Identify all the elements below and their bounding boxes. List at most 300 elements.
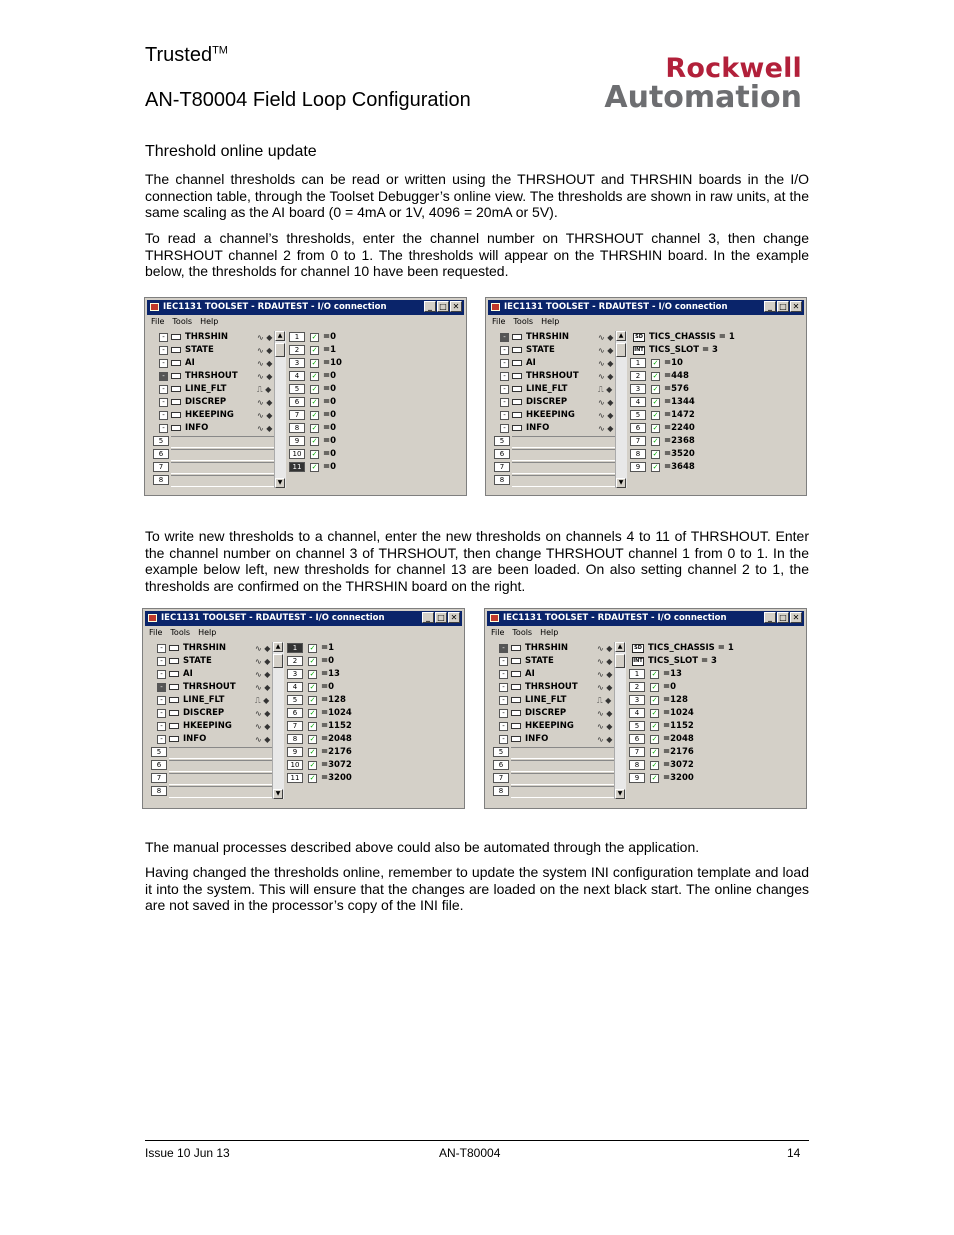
minimize-button[interactable]: _	[424, 301, 436, 312]
channel-row[interactable]	[289, 448, 459, 461]
channel-row[interactable]	[287, 642, 457, 655]
slot-field[interactable]	[512, 436, 618, 448]
board-row-hkeeping[interactable]	[493, 720, 621, 733]
empty-slot-row[interactable]	[151, 759, 279, 772]
scroll-up-button[interactable]: ▲	[275, 331, 285, 341]
signal-type-icon: ∿ ◆	[597, 709, 613, 718]
channel-number[interactable]: 9	[289, 436, 305, 446]
channel-value-list[interactable]	[630, 331, 800, 489]
signal-type-icon: ∿ ◆	[255, 644, 271, 653]
channel-value[interactable]: =10	[664, 358, 683, 368]
scroll-down-button[interactable]: ▼	[275, 478, 285, 488]
menu-tools[interactable]: Tools	[513, 317, 534, 326]
close-button[interactable]: ✕	[450, 301, 462, 312]
empty-slot-row[interactable]	[151, 772, 279, 785]
channel-number[interactable]: 2	[629, 682, 645, 692]
collapse-toggle[interactable]: -	[499, 722, 508, 731]
channel-value[interactable]: =576	[664, 384, 689, 394]
channel-number[interactable]: 4	[287, 682, 303, 692]
board-info-value: TICS_SLOT = 3	[648, 656, 717, 666]
board-name: AI	[185, 358, 195, 368]
channel-row[interactable]	[630, 435, 800, 448]
collapse-toggle[interactable]: -	[499, 683, 508, 692]
board-row-thrshout[interactable]	[493, 681, 621, 694]
channel-number[interactable]: 3	[289, 358, 305, 368]
channel-number[interactable]: 5	[630, 410, 646, 420]
channel-row[interactable]	[630, 357, 800, 370]
channel-row[interactable]	[630, 409, 800, 422]
channel-value[interactable]: =2176	[663, 747, 694, 757]
channel-row[interactable]	[287, 668, 457, 681]
connection-check-icon: ✓	[311, 372, 318, 380]
connection-check-icon: ✓	[311, 450, 318, 458]
channel-row[interactable]	[629, 746, 799, 759]
channel-number[interactable]: 9	[629, 773, 645, 783]
channel-number[interactable]: 6	[289, 397, 305, 407]
channel-value[interactable]: =2048	[663, 734, 694, 744]
collapse-toggle[interactable]: -	[499, 735, 508, 744]
board-row-thrshin[interactable]	[153, 331, 281, 344]
channel-value[interactable]: =128	[321, 695, 346, 705]
channel-row[interactable]	[630, 461, 800, 474]
channel-value[interactable]: =0	[663, 682, 677, 692]
collapse-toggle[interactable]: -	[159, 398, 168, 407]
collapse-toggle[interactable]: -	[159, 424, 168, 433]
channel-value[interactable]: =1472	[664, 410, 695, 420]
channel-value[interactable]: =128	[663, 695, 688, 705]
channel-number[interactable]: 1	[287, 643, 303, 653]
channel-row[interactable]	[629, 681, 799, 694]
collapse-toggle[interactable]: -	[159, 385, 168, 394]
board-list[interactable]	[151, 642, 279, 800]
channel-number[interactable]: 3	[630, 384, 646, 394]
collapse-toggle[interactable]: -	[500, 424, 509, 433]
scroll-down-button[interactable]: ▼	[273, 789, 283, 799]
window-title-bar[interactable]	[488, 300, 804, 315]
channel-row[interactable]	[630, 396, 800, 409]
board-row-thrshin[interactable]	[494, 331, 622, 344]
board-row-line-flt[interactable]	[151, 694, 279, 707]
channel-value[interactable]: =448	[664, 371, 689, 381]
slot-field[interactable]	[511, 760, 617, 772]
menu-tools[interactable]: Tools	[172, 317, 193, 326]
window-title-bar[interactable]	[145, 611, 462, 626]
channel-value[interactable]: =3072	[321, 760, 352, 770]
channel-number[interactable]: 8	[630, 449, 646, 459]
collapse-toggle[interactable]: -	[157, 735, 166, 744]
empty-slot-row[interactable]	[153, 435, 281, 448]
channel-value[interactable]: =3648	[664, 462, 695, 472]
menu-help[interactable]: Help	[540, 628, 559, 637]
collapse-toggle[interactable]: -	[157, 683, 166, 692]
board-row-ai[interactable]	[153, 357, 281, 370]
board-row-info[interactable]	[493, 733, 621, 746]
collapse-toggle[interactable]: -	[500, 372, 509, 381]
menu-tools[interactable]: Tools	[512, 628, 533, 637]
channel-value-list[interactable]	[629, 642, 799, 800]
channel-value[interactable]: =1	[323, 345, 337, 355]
channel-value[interactable]: =2368	[664, 436, 695, 446]
minimize-button[interactable]: _	[764, 612, 776, 623]
channel-number[interactable]: 9	[287, 747, 303, 757]
empty-slot-row[interactable]	[153, 448, 281, 461]
channel-row[interactable]	[629, 720, 799, 733]
board-row-info[interactable]	[151, 733, 279, 746]
channel-value[interactable]: =0	[323, 410, 337, 420]
channel-row[interactable]	[287, 707, 457, 720]
channel-row[interactable]	[629, 772, 799, 785]
close-button[interactable]: ✕	[790, 612, 802, 623]
connection-check-icon: ✓	[309, 683, 316, 691]
collapse-toggle[interactable]: -	[157, 670, 166, 679]
window-title-bar[interactable]	[487, 611, 804, 626]
collapse-toggle[interactable]: -	[500, 398, 509, 407]
channel-number[interactable]: 7	[287, 721, 303, 731]
collapse-toggle[interactable]: -	[499, 709, 508, 718]
channel-number[interactable]: 4	[289, 371, 305, 381]
board-row-discrep[interactable]	[493, 707, 621, 720]
channel-value[interactable]: =3072	[663, 760, 694, 770]
board-row-discrep[interactable]	[153, 396, 281, 409]
board-row-info[interactable]	[153, 422, 281, 435]
channel-number[interactable]: 6	[630, 423, 646, 433]
io-connection-window-read-thrshout[interactable]	[144, 297, 467, 496]
empty-slot-row[interactable]	[494, 461, 622, 474]
board-row-state[interactable]	[153, 344, 281, 357]
slot-field[interactable]	[169, 773, 275, 785]
vertical-scrollbar[interactable]	[272, 642, 284, 799]
board-icon	[171, 386, 181, 392]
scroll-up-button[interactable]: ▲	[615, 642, 625, 652]
menu-file[interactable]: File	[492, 317, 506, 326]
channel-value[interactable]: =0	[323, 384, 337, 394]
board-row-line-flt[interactable]	[494, 383, 622, 396]
channel-row[interactable]	[629, 759, 799, 772]
channel-row[interactable]	[289, 357, 459, 370]
scroll-thumb[interactable]	[615, 654, 625, 668]
channel-row[interactable]	[629, 733, 799, 746]
channel-value[interactable]: =0	[323, 449, 337, 459]
board-list[interactable]	[493, 642, 621, 800]
channel-number[interactable]: 2	[287, 656, 303, 666]
menu-file[interactable]: File	[491, 628, 505, 637]
board-row-state[interactable]	[493, 655, 621, 668]
menu-file[interactable]: File	[151, 317, 165, 326]
channel-value[interactable]: =10	[323, 358, 342, 368]
channel-row[interactable]	[289, 422, 459, 435]
channel-number[interactable]: 6	[629, 734, 645, 744]
connection-check-icon: ✓	[311, 463, 318, 471]
channel-value[interactable]: =1152	[321, 721, 352, 731]
channel-row[interactable]	[289, 461, 459, 474]
close-button[interactable]: ✕	[790, 301, 802, 312]
menu-help[interactable]: Help	[541, 317, 560, 326]
io-connection-window-write-thrshin[interactable]	[484, 608, 807, 809]
document-subtitle: AN-T80004 Field Loop Configuration	[145, 89, 471, 111]
slot-field[interactable]	[511, 747, 617, 759]
scroll-down-button[interactable]: ▼	[615, 789, 625, 799]
channel-value[interactable]: =13	[663, 669, 682, 679]
board-row-state[interactable]	[151, 655, 279, 668]
scroll-thumb[interactable]	[273, 654, 283, 668]
scroll-down-button[interactable]: ▼	[616, 478, 626, 488]
collapse-toggle[interactable]: -	[499, 657, 508, 666]
empty-slot-row[interactable]	[494, 474, 622, 487]
channel-number[interactable]: 5	[289, 384, 305, 394]
channel-row[interactable]	[630, 370, 800, 383]
app-icon	[148, 614, 157, 622]
channel-row[interactable]	[289, 344, 459, 357]
empty-slot-row[interactable]	[151, 746, 279, 759]
channel-value[interactable]: =0	[323, 371, 337, 381]
slot-field[interactable]	[171, 436, 277, 448]
channel-value[interactable]: =3200	[663, 773, 694, 783]
collapse-toggle[interactable]: -	[159, 372, 168, 381]
channel-value[interactable]: =2176	[321, 747, 352, 757]
connection-check-icon: ✓	[651, 709, 658, 717]
channel-row[interactable]	[289, 435, 459, 448]
collapse-toggle[interactable]: -	[500, 346, 509, 355]
connection-check-icon: ✓	[309, 722, 316, 730]
channel-number[interactable]: 3	[629, 695, 645, 705]
collapse-toggle[interactable]: -	[159, 346, 168, 355]
channel-number[interactable]: 8	[629, 760, 645, 770]
connection-check-icon: ✓	[311, 424, 318, 432]
board-row-hkeeping[interactable]	[151, 720, 279, 733]
empty-slot-row[interactable]	[493, 759, 621, 772]
window-title-bar[interactable]	[147, 300, 464, 315]
menu-help[interactable]: Help	[198, 628, 217, 637]
board-list[interactable]	[494, 331, 622, 489]
empty-slot-row[interactable]	[494, 435, 622, 448]
vertical-scrollbar[interactable]	[614, 642, 626, 799]
channel-row[interactable]	[287, 655, 457, 668]
io-connection-window-write-thrshout[interactable]	[142, 608, 465, 809]
connection-check-icon: ✓	[651, 696, 658, 704]
maximize-button[interactable]: □	[435, 612, 447, 623]
board-icon	[511, 684, 521, 690]
slot-field[interactable]	[171, 462, 277, 474]
board-row-ai[interactable]	[493, 668, 621, 681]
slot-field[interactable]	[169, 786, 275, 798]
channel-number[interactable]: 2	[630, 371, 646, 381]
slot-field[interactable]	[171, 449, 277, 461]
channel-number[interactable]: 8	[287, 734, 303, 744]
channel-row[interactable]	[287, 759, 457, 772]
channel-number[interactable]: 3	[287, 669, 303, 679]
channel-value[interactable]: =0	[323, 436, 337, 446]
channel-number[interactable]: 2	[289, 345, 305, 355]
collapse-toggle[interactable]: -	[157, 657, 166, 666]
channel-number[interactable]: 11	[287, 773, 303, 783]
connection-check-icon: ✓	[309, 670, 316, 678]
scroll-thumb[interactable]	[275, 343, 285, 357]
collapse-toggle[interactable]: -	[159, 333, 168, 342]
channel-value-list[interactable]	[289, 331, 459, 489]
channel-value[interactable]: =0	[321, 656, 335, 666]
channel-value[interactable]: =3200	[321, 773, 352, 783]
channel-value[interactable]: =1024	[663, 708, 694, 718]
empty-slot-row[interactable]	[493, 785, 621, 798]
channel-value[interactable]: =3520	[664, 449, 695, 459]
slot-number: 8	[153, 475, 169, 485]
channel-row[interactable]	[630, 448, 800, 461]
board-list[interactable]	[153, 331, 281, 489]
maximize-button[interactable]: □	[777, 612, 789, 623]
signal-type-icon: ∿ ◆	[257, 359, 273, 368]
slot-field[interactable]	[512, 449, 618, 461]
channel-number[interactable]: 7	[629, 747, 645, 757]
collapse-toggle[interactable]: -	[159, 411, 168, 420]
collapse-toggle[interactable]: -	[499, 670, 508, 679]
slot-field[interactable]	[511, 773, 617, 785]
slot-field[interactable]	[512, 475, 618, 487]
channel-row[interactable]	[287, 720, 457, 733]
board-row-discrep[interactable]	[494, 396, 622, 409]
maximize-button[interactable]: □	[777, 301, 789, 312]
channel-value[interactable]: =1152	[663, 721, 694, 731]
scroll-up-button[interactable]: ▲	[616, 331, 626, 341]
channel-row[interactable]	[629, 694, 799, 707]
channel-value[interactable]: =0	[323, 423, 337, 433]
board-row-thrshout[interactable]	[151, 681, 279, 694]
menu-help[interactable]: Help	[200, 317, 219, 326]
channel-number[interactable]: 7	[630, 436, 646, 446]
channel-row[interactable]	[289, 370, 459, 383]
slot-field[interactable]	[169, 760, 275, 772]
empty-slot-row[interactable]	[153, 461, 281, 474]
connection-check-icon: ✓	[651, 774, 658, 782]
collapse-toggle[interactable]: -	[159, 359, 168, 368]
channel-number[interactable]: 1	[629, 669, 645, 679]
channel-row[interactable]	[629, 668, 799, 681]
board-row-info[interactable]	[494, 422, 622, 435]
channel-row[interactable]	[287, 772, 457, 785]
channel-value[interactable]: =2240	[664, 423, 695, 433]
board-name: INFO	[185, 423, 209, 433]
board-row-hkeeping[interactable]	[494, 409, 622, 422]
collapse-toggle[interactable]: -	[500, 385, 509, 394]
channel-number[interactable]: 10	[287, 760, 303, 770]
board-row-thrshout[interactable]	[494, 370, 622, 383]
maximize-button[interactable]: □	[437, 301, 449, 312]
board-row-state[interactable]	[494, 344, 622, 357]
channel-number[interactable]: 9	[630, 462, 646, 472]
channel-row[interactable]	[289, 331, 459, 344]
channel-value[interactable]: =0	[321, 682, 335, 692]
channel-number[interactable]: 8	[289, 423, 305, 433]
board-row-thrshout[interactable]	[153, 370, 281, 383]
slot-field[interactable]	[169, 747, 275, 759]
slot-field[interactable]	[511, 786, 617, 798]
channel-value[interactable]: =1344	[664, 397, 695, 407]
empty-slot-row[interactable]	[153, 474, 281, 487]
channel-row[interactable]	[289, 409, 459, 422]
channel-row[interactable]	[629, 707, 799, 720]
io-connection-window-read-thrshin[interactable]	[485, 297, 807, 496]
slot-field[interactable]	[512, 462, 618, 474]
empty-slot-row[interactable]	[493, 746, 621, 759]
channel-number[interactable]: 1	[630, 358, 646, 368]
slot-field[interactable]	[171, 475, 277, 487]
channel-row[interactable]	[287, 681, 457, 694]
collapse-toggle[interactable]: -	[499, 644, 508, 653]
signal-type-icon: ∿ ◆	[598, 359, 614, 368]
channel-number[interactable]: 4	[630, 397, 646, 407]
board-row-thrshin[interactable]	[493, 642, 621, 655]
minimize-button[interactable]: _	[764, 301, 776, 312]
board-row-line-flt[interactable]	[153, 383, 281, 396]
empty-slot-row[interactable]	[151, 785, 279, 798]
channel-row[interactable]	[287, 746, 457, 759]
empty-slot-row[interactable]	[493, 772, 621, 785]
channel-number[interactable]: 6	[287, 708, 303, 718]
empty-slot-row[interactable]	[494, 448, 622, 461]
board-name: HKEEPING	[183, 721, 232, 731]
collapse-toggle[interactable]: -	[500, 359, 509, 368]
channel-number[interactable]: 1	[289, 332, 305, 342]
board-name: DISCREP	[183, 708, 225, 718]
vertical-scrollbar[interactable]	[274, 331, 286, 488]
collapse-toggle[interactable]: -	[157, 709, 166, 718]
scroll-up-button[interactable]: ▲	[273, 642, 283, 652]
collapse-toggle[interactable]: -	[157, 644, 166, 653]
board-row-line-flt[interactable]	[493, 694, 621, 707]
board-row-ai[interactable]	[494, 357, 622, 370]
channel-number[interactable]: 4	[629, 708, 645, 718]
channel-row[interactable]	[289, 396, 459, 409]
channel-value[interactable]: =0	[323, 397, 337, 407]
channel-row[interactable]	[630, 383, 800, 396]
collapse-toggle[interactable]: -	[157, 722, 166, 731]
channel-value[interactable]: =0	[323, 332, 337, 342]
board-row-ai[interactable]	[151, 668, 279, 681]
channel-number[interactable]: 5	[287, 695, 303, 705]
channel-value[interactable]: =1	[321, 643, 335, 653]
channel-value-list[interactable]	[287, 642, 457, 800]
channel-value[interactable]: =1024	[321, 708, 352, 718]
collapse-toggle[interactable]: -	[499, 696, 508, 705]
channel-number[interactable]: 10	[289, 449, 305, 459]
channel-row[interactable]	[289, 383, 459, 396]
slot-number: 6	[493, 760, 509, 770]
board-row-thrshin[interactable]	[151, 642, 279, 655]
channel-value[interactable]: =0	[323, 462, 337, 472]
channel-number[interactable]: 11	[289, 462, 305, 472]
board-icon	[511, 710, 521, 716]
board-row-hkeeping[interactable]	[153, 409, 281, 422]
signal-type-icon: ∿ ◆	[597, 722, 613, 731]
collapse-toggle[interactable]: -	[157, 696, 166, 705]
menu-tools[interactable]: Tools	[170, 628, 191, 637]
channel-row[interactable]	[287, 694, 457, 707]
board-row-discrep[interactable]	[151, 707, 279, 720]
channel-value[interactable]: =2048	[321, 734, 352, 744]
collapse-toggle[interactable]: -	[500, 411, 509, 420]
channel-number[interactable]: 7	[289, 410, 305, 420]
scroll-thumb[interactable]	[616, 343, 626, 357]
collapse-toggle[interactable]: -	[500, 333, 509, 342]
channel-row[interactable]	[287, 733, 457, 746]
vertical-scrollbar[interactable]	[615, 331, 627, 488]
menu-file[interactable]: File	[149, 628, 163, 637]
minimize-button[interactable]: _	[422, 612, 434, 623]
channel-number[interactable]: 5	[629, 721, 645, 731]
channel-value[interactable]: =13	[321, 669, 340, 679]
board-name: AI	[525, 669, 535, 679]
channel-row[interactable]	[630, 422, 800, 435]
close-button[interactable]: ✕	[448, 612, 460, 623]
